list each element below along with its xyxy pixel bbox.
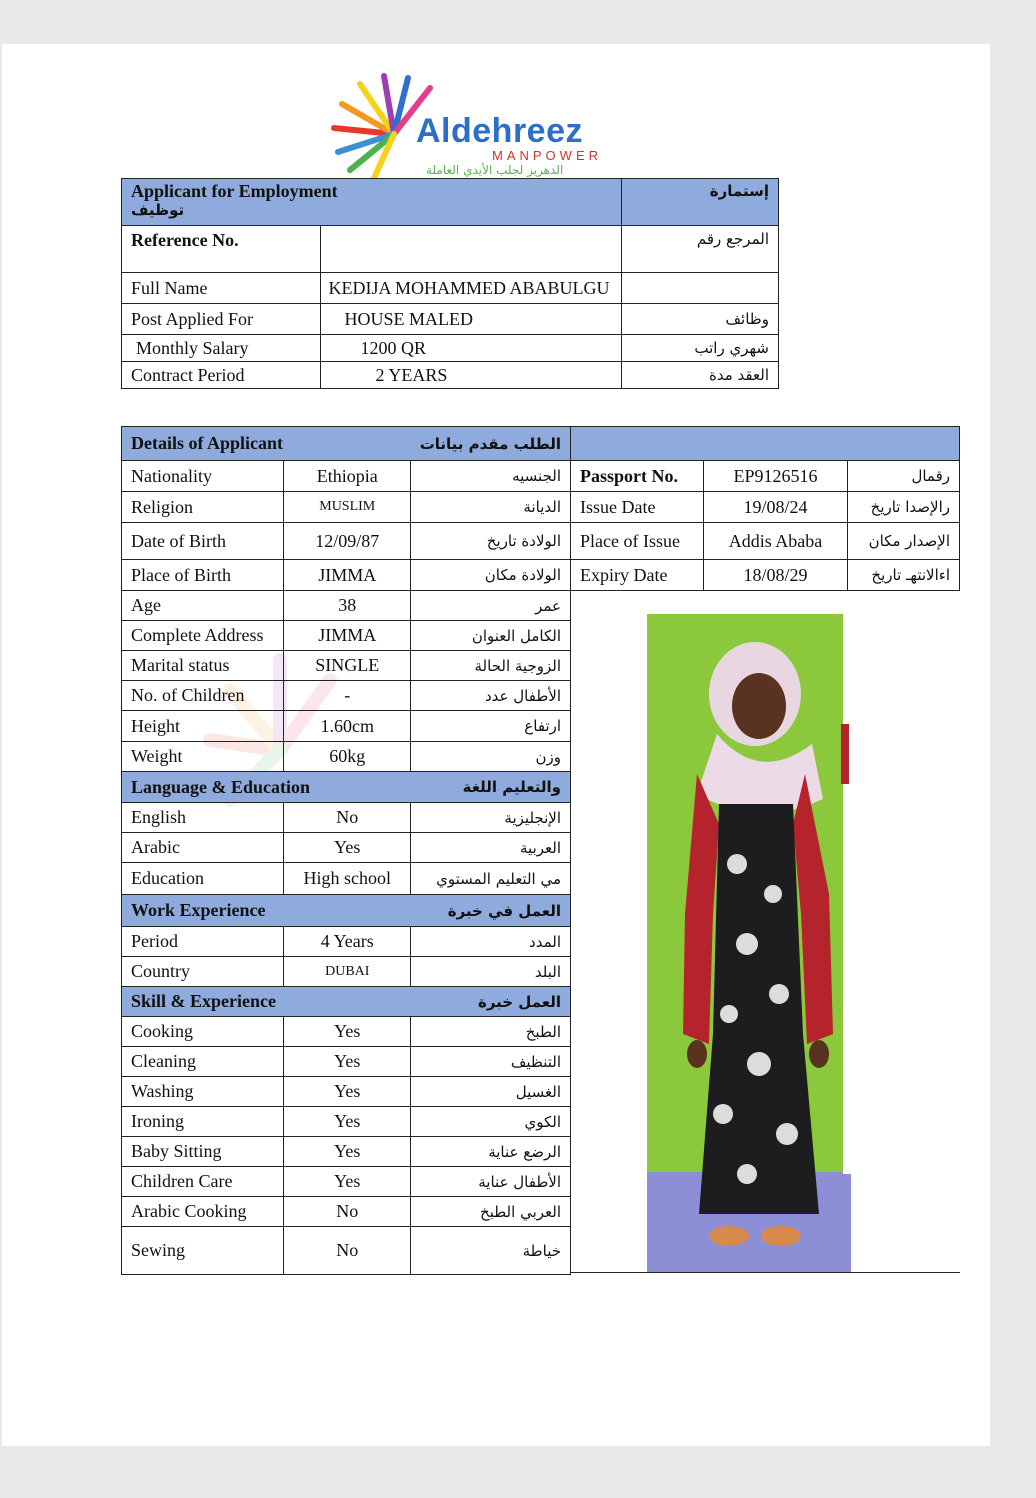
company-logo [330, 72, 665, 178]
passport-label: Issue Date [571, 492, 704, 523]
passport-table [570, 426, 960, 591]
table-row [122, 523, 571, 560]
skills-header-ar: العمل خبرة [411, 987, 571, 1017]
language-header: Language & Education [122, 772, 411, 803]
table-row [122, 803, 571, 833]
row-label-ar: العربية [411, 833, 571, 863]
table-row [122, 560, 571, 591]
row-label-ar: الكامل العنوان [411, 621, 571, 651]
skills-header: Skill & Experience [122, 987, 411, 1017]
table-row [122, 1107, 571, 1137]
table-row [122, 1137, 571, 1167]
row-value: JIMMA [284, 621, 411, 651]
table-row [122, 362, 779, 389]
row-label-ar: العربي الطبخ [411, 1197, 571, 1227]
passport-value: Addis Ababa [703, 523, 847, 560]
row-label: Date of Birth [122, 523, 284, 560]
row-label: Ironing [122, 1107, 284, 1137]
row-label: Arabic Cooking [122, 1197, 284, 1227]
row-value: Yes [284, 1167, 411, 1197]
table-row [122, 1047, 571, 1077]
row-label: Country [122, 957, 284, 987]
row-label-ar: الغسيل [411, 1077, 571, 1107]
table-row [571, 492, 960, 523]
row-value: No [284, 1197, 411, 1227]
row-value: SINGLE [284, 651, 411, 681]
row-label-ar: الأطفال عدد [411, 681, 571, 711]
row-label: Contract Period [122, 362, 321, 389]
row-label: Period [122, 927, 284, 957]
row-value: No [284, 1227, 411, 1275]
passport-value: 18/08/29 [703, 560, 847, 591]
table-row [122, 304, 779, 335]
row-value: DUBAI [284, 957, 411, 987]
form-title-en: Applicant for Employment [131, 181, 338, 201]
table-row [122, 1017, 571, 1047]
table-row [122, 591, 571, 621]
row-value: Yes [284, 1047, 411, 1077]
passport-label: Passport No. [571, 461, 704, 492]
form-title-ar2: توظيف [131, 201, 185, 219]
row-value: 1.60cm [284, 711, 411, 742]
passport-header [571, 427, 960, 461]
row-label: Sewing [122, 1227, 284, 1275]
row-value: MUSLIM [284, 492, 411, 523]
passport-label-ar: رقمال [848, 461, 960, 492]
row-label: Baby Sitting [122, 1137, 284, 1167]
employment-form-table [121, 178, 779, 389]
row-label-ar: المرجع رقم [621, 226, 779, 273]
table-row [122, 335, 779, 362]
row-label: English [122, 803, 284, 833]
post-applied-value: HOUSE MALED [320, 304, 621, 335]
row-label: Age [122, 591, 284, 621]
language-header-row [122, 772, 571, 803]
contract-period-value: 2 YEARS [320, 362, 621, 389]
passport-value: 19/08/24 [703, 492, 847, 523]
row-label: Arabic [122, 833, 284, 863]
row-label-ar: الإنجليزية [411, 803, 571, 833]
row-label: Weight [122, 742, 284, 772]
work-header-ar: العمل في خبرة [411, 895, 571, 927]
details-header-row [122, 427, 571, 461]
table-row [122, 1077, 571, 1107]
table-row [122, 461, 571, 492]
row-label: Marital status [122, 651, 284, 681]
row-label-ar: الزوجية الحالة [411, 651, 571, 681]
row-label-ar: المدد [411, 927, 571, 957]
table-row [122, 711, 571, 742]
table-row [122, 927, 571, 957]
row-label: Cooking [122, 1017, 284, 1047]
row-value: JIMMA [284, 560, 411, 591]
form-title [122, 179, 622, 226]
row-label-ar: الديانة [411, 492, 571, 523]
skills-header-row [122, 987, 571, 1017]
table-row [122, 621, 571, 651]
row-label: Reference No. [122, 226, 321, 273]
row-label: Post Applied For [122, 304, 321, 335]
row-value: Yes [284, 1077, 411, 1107]
applicant-photo [647, 614, 851, 1272]
row-label-ar: ارتفاع [411, 711, 571, 742]
passport-label: Expiry Date [571, 560, 704, 591]
table-row [571, 523, 960, 560]
row-label-ar: الأطفال عناية [411, 1167, 571, 1197]
form-title-ar: إستمارة [621, 179, 779, 226]
table-row [122, 833, 571, 863]
row-label-ar: التنظيف [411, 1047, 571, 1077]
table-bottom-rule [570, 1272, 960, 1273]
row-label-ar: مي التعليم المستوي [411, 863, 571, 895]
table-row [122, 226, 779, 273]
passport-label: Place of Issue [571, 523, 704, 560]
row-label: Education [122, 863, 284, 895]
person-figure [647, 614, 851, 1272]
row-label-ar: الرضع عناية [411, 1137, 571, 1167]
row-label-ar: خياطة [411, 1227, 571, 1275]
row-label-ar: الجنسيه [411, 461, 571, 492]
logo-wordmark: Aldehreez [416, 112, 583, 150]
row-value: Yes [284, 1107, 411, 1137]
row-label-ar: وظائف [621, 304, 779, 335]
language-header-ar: والتعليم اللغة [411, 772, 571, 803]
row-label: Children Care [122, 1167, 284, 1197]
row-value: Yes [284, 1017, 411, 1047]
logo-arabic: الدهريز لجلب الأيدي العاملة [426, 163, 564, 177]
row-value: - [284, 681, 411, 711]
table-row [122, 1167, 571, 1197]
row-label-ar: عمر [411, 591, 571, 621]
form-header-row [122, 179, 779, 226]
row-value: Yes [284, 833, 411, 863]
row-label: Religion [122, 492, 284, 523]
row-label: Washing [122, 1077, 284, 1107]
passport-label-ar: الإصدار مكان [848, 523, 960, 560]
row-value: 12/09/87 [284, 523, 411, 560]
row-label-ar: وزن [411, 742, 571, 772]
passport-label-ar: اءالانتهـ تاريخ [848, 560, 960, 591]
table-row [122, 1197, 571, 1227]
row-value: No [284, 803, 411, 833]
row-label: Cleaning [122, 1047, 284, 1077]
row-value: Ethiopia [284, 461, 411, 492]
row-label: Place of Birth [122, 560, 284, 591]
row-label: Nationality [122, 461, 284, 492]
row-label-ar: العقد مدة [621, 362, 779, 389]
row-value: High school [284, 863, 411, 895]
full-name-value: KEDIJA MOHAMMED ABABULGU [320, 273, 621, 304]
row-label: No. of Children [122, 681, 284, 711]
row-label: Complete Address [122, 621, 284, 651]
passport-header-row [571, 427, 960, 461]
reference-no-value [320, 226, 621, 273]
table-row [122, 1227, 571, 1275]
details-header-ar: الطلب مقدم بيانات [411, 427, 571, 461]
row-label-ar: الكوي [411, 1107, 571, 1137]
table-row [122, 273, 779, 304]
details-header: Details of Applicant [122, 427, 411, 461]
work-header-row [122, 895, 571, 927]
table-row [122, 863, 571, 895]
row-label-ar: البلد [411, 957, 571, 987]
table-row [122, 681, 571, 711]
row-label-ar: الولادة تاريخ [411, 523, 571, 560]
row-label-ar: شهري راتب [621, 335, 779, 362]
table-row [571, 461, 960, 492]
table-row [122, 492, 571, 523]
row-value: 4 Years [284, 927, 411, 957]
table-row [122, 742, 571, 772]
work-header: Work Experience [122, 895, 411, 927]
row-value: Yes [284, 1137, 411, 1167]
table-row [122, 651, 571, 681]
table-row [122, 957, 571, 987]
row-label: Full Name [122, 273, 321, 304]
row-label-ar [621, 273, 779, 304]
row-label-ar: الولادة مكان [411, 560, 571, 591]
row-value: 38 [284, 591, 411, 621]
passport-label-ar: رالإصدا تاريخ [848, 492, 960, 523]
row-label: Monthly Salary [122, 335, 321, 362]
row-label: Height [122, 711, 284, 742]
applicant-details-table [121, 426, 571, 1275]
row-value: 60kg [284, 742, 411, 772]
logo-subtitle: MANPOWER [492, 148, 602, 163]
passport-value: EP9126516 [703, 461, 847, 492]
table-row [571, 560, 960, 591]
monthly-salary-value: 1200 QR [320, 335, 621, 362]
row-label-ar: الطبخ [411, 1017, 571, 1047]
